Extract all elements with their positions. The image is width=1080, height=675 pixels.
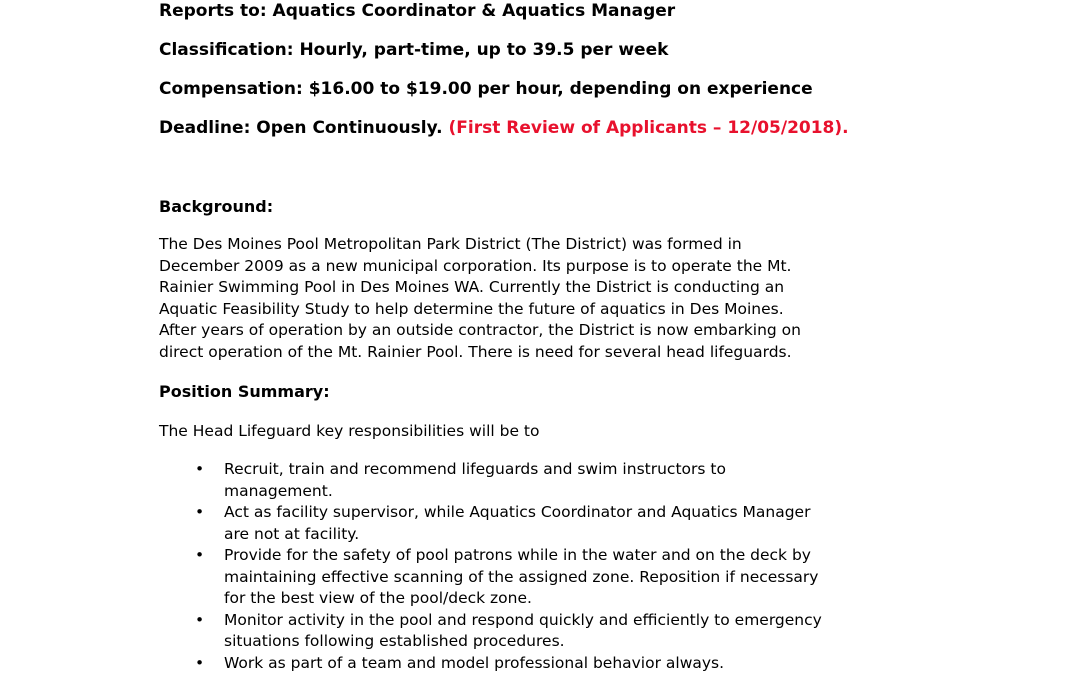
list-item	[159, 610, 919, 653]
list-item	[159, 545, 919, 610]
deadline-text: Deadline: Open Continuously.	[159, 118, 443, 138]
list-item-line: Provide for the safety of pool patrons while in the water and on the deck by	[224, 546, 811, 564]
list-item	[159, 502, 919, 545]
background-line: The Des Moines Pool Metropolitan Park District (The District) was formed in	[159, 235, 742, 253]
list-item-line: Act as facility supervisor, while Aquatics Coordinator and Aquatics Manager	[224, 503, 811, 521]
list-item-line: situations following established procedures.	[224, 632, 565, 650]
list-item-line: maintaining effective scanning of the assigned zone. Reposition if necessary	[224, 567, 819, 586]
list-item	[159, 653, 919, 675]
first-review-notice: (First Review of Applicants – 12/05/2018).	[448, 118, 849, 138]
background-line: direct operation of the Mt. Rainier Pool. There is need for several head lifeguards.	[159, 342, 792, 361]
list-item-line: Work as part of a team and model professional behavior always.	[224, 653, 725, 672]
responsibilities-intro: The Head Lifeguard key responsibilities will be to	[159, 422, 540, 440]
list-item-line: Monitor activity in the pool and respond quickly and efficiently to emergency	[224, 610, 822, 629]
list-item-line: are not at facility.	[224, 524, 360, 543]
background-heading: Background:	[159, 197, 274, 216]
background-line: December 2009 as a new municipal corporation. Its purpose is to operate the Mt.	[159, 256, 792, 275]
list-item	[159, 459, 919, 502]
classification-line: Classification: Hourly, part-time, up to 39.5 per week	[159, 40, 669, 60]
background-paragraph	[159, 234, 919, 364]
background-line: Aquatic Feasibility Study to help determine the future of aquatics in Des Moines.	[159, 299, 784, 318]
list-item-line: management.	[224, 481, 333, 500]
background-line: Rainier Swimming Pool in Des Moines WA. Currently the District is conducting an	[159, 278, 785, 297]
bullet-icon: •	[195, 460, 205, 478]
bullet-icon: •	[195, 546, 205, 564]
position-summary-heading: Position Summary:	[159, 382, 330, 401]
bullet-icon: •	[195, 503, 205, 521]
bullet-icon: •	[195, 653, 205, 672]
reports-to-line: Reports to: Aquatics Coordinator & Aquatics Manager	[159, 1, 676, 21]
list-item-line: Recruit, train and recommend lifeguards and swim instructors to	[224, 460, 726, 478]
responsibilities-list	[159, 459, 919, 674]
compensation-line: Compensation: $16.00 to $19.00 per hour, depending on experience	[159, 79, 813, 99]
bullet-icon: •	[195, 610, 205, 629]
deadline-line	[159, 117, 849, 139]
background-line: After years of operation by an outside contractor, the District is now embarking on	[159, 321, 801, 340]
list-item-line: for the best view of the pool/deck zone.	[224, 589, 532, 607]
